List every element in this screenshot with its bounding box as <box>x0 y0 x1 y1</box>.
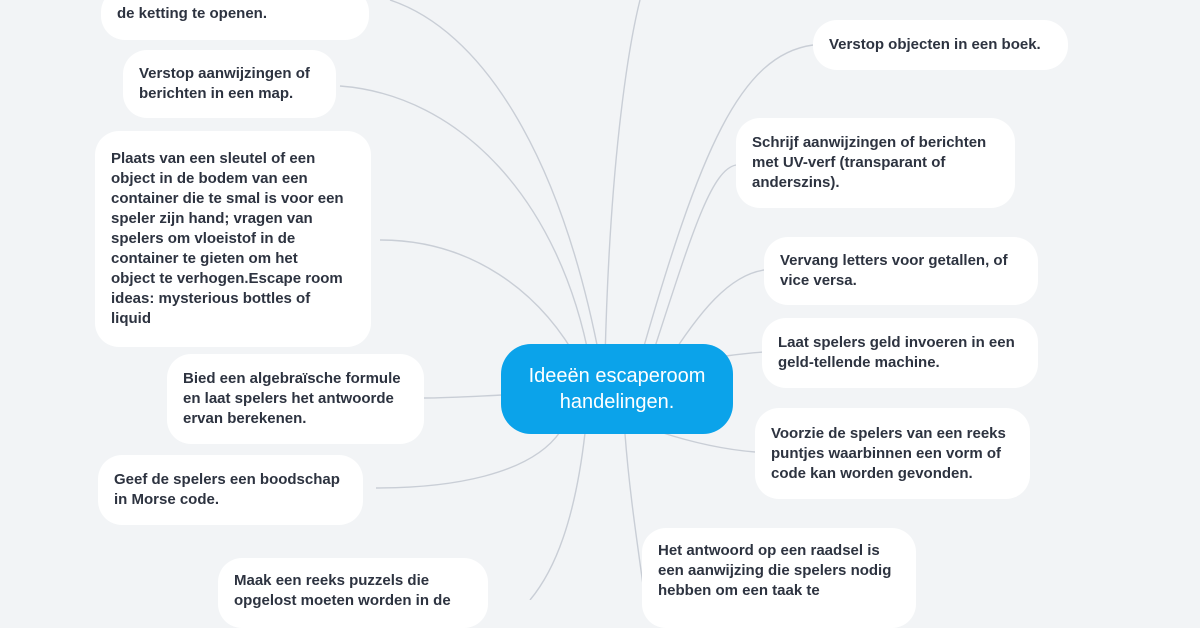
idea-node-letters-numbers[interactable]: Vervang letters voor getallen, of vice versa. <box>764 237 1038 305</box>
idea-node-riddle-answer[interactable]: Het antwoord op een raadsel is een aanwijzing die spelers nodig hebben om een taak te <box>642 528 916 628</box>
connector-left-1 <box>390 0 600 360</box>
idea-node-uv-paint[interactable]: Schrijf aanwijzingen of berichten met UV-verf (transparant of anderszins). <box>736 118 1015 208</box>
idea-node-hide-in-book[interactable]: Verstop objecten in een boek. <box>813 20 1068 70</box>
idea-node-morse-code[interactable]: Geef de spelers een boodschap in Morse code. <box>98 455 363 525</box>
idea-node-dot-code[interactable]: Voorzie de spelers van een reeks puntjes waarbinnen een vorm of code kan worden gevonden. <box>755 408 1030 499</box>
idea-node-puzzle-series[interactable]: Maak een reeks puzzels die opgelost moeten worden in de <box>218 558 488 628</box>
connector-right-1 <box>605 0 640 360</box>
idea-node-algebra-formula[interactable]: Bied een algebraïsche formule en laat spelers het antwoorde ervan berekenen. <box>167 354 424 444</box>
idea-node-money-machine[interactable]: Laat spelers geld invoeren in een geld-tellende machine. <box>762 318 1038 388</box>
connector-right-6 <box>660 432 755 452</box>
idea-node-chain-lock[interactable]: de ketting te openen. <box>101 0 369 40</box>
idea-node-hide-in-folder[interactable]: Verstop aanwijzingen of berichten in een map. <box>123 50 336 118</box>
connector-left-4 <box>423 395 503 398</box>
connector-right-5 <box>726 352 764 356</box>
connector-left-2 <box>340 86 590 362</box>
idea-node-key-in-container[interactable]: Plaats van een sleutel of een object in de bodem van een container die te smal is voor een speler zijn hand; vragen van spelers om vloeistof in de container te gieten om het object te verhogen.Escape room ideas: mysterious bottles of liquid <box>95 131 371 347</box>
connector-left-6 <box>530 433 585 600</box>
central-topic[interactable]: Ideeën escaperoom handelingen. <box>501 344 733 434</box>
